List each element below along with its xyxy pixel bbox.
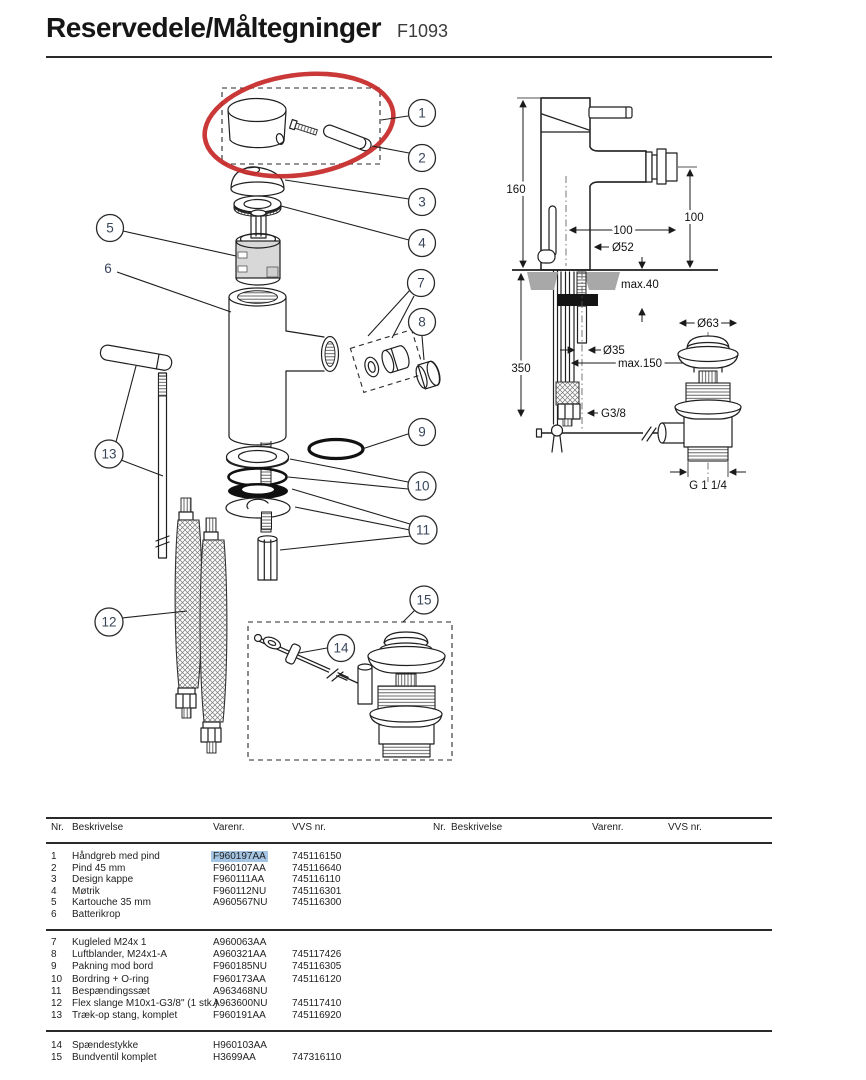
table-row: 5 Kartouche 35 mm A960567NU 745116300 [51, 897, 342, 908]
part-flex-hoses [175, 498, 227, 753]
svg-text:15: 15 [416, 592, 432, 608]
col-header-varenr: Varenr. [213, 822, 245, 833]
svg-text:Ø52: Ø52 [612, 242, 634, 254]
dimensions [506, 98, 703, 420]
callout-8 [409, 309, 436, 336]
callout-5 [97, 215, 124, 242]
col-header-beskrivelse: Beskrivelse [72, 822, 124, 833]
table-row: 12 Flex slange M10x1-G3/8" (1 stk.) A963600NU 745117410 [51, 998, 342, 1009]
exploded-view [95, 62, 452, 760]
table-rule-top [46, 817, 772, 819]
svg-text:Ø63: Ø63 [697, 318, 719, 330]
part-o-ring [309, 440, 363, 459]
table-rule-header [46, 842, 772, 844]
col-header-vvs: VVS nr. [292, 822, 326, 833]
callout-9 [409, 419, 436, 446]
table-row: 11 Bespændingssæt A963468NU [51, 986, 268, 997]
svg-text:14: 14 [333, 640, 349, 656]
table-row: 14 Spændestykke H960103AA [51, 1040, 267, 1051]
table-row: 1 Håndgreb med pind F960197AA 745116150 [51, 851, 342, 862]
callout-6 [104, 261, 112, 276]
page-title: Reservedele/Måltegninger [46, 12, 382, 43]
callout-4 [409, 230, 436, 257]
table-header [46, 822, 772, 834]
part-drain-assembly [358, 632, 445, 757]
table-row: 13 Træk-op stang, komplet F960191AA 745116920 [51, 1010, 342, 1021]
svg-text:1: 1 [418, 105, 426, 121]
svg-text:100: 100 [684, 212, 704, 224]
col-header-vvs-2: VVS nr. [668, 822, 702, 833]
table-rule-section [46, 929, 772, 931]
svg-text:100: 100 [613, 225, 633, 237]
svg-text:6: 6 [104, 261, 112, 276]
callout-2 [409, 145, 436, 172]
callout-1 [409, 100, 436, 127]
svg-text:11: 11 [415, 522, 431, 538]
svg-text:5: 5 [106, 220, 114, 236]
part-aerator-cap [414, 360, 443, 390]
svg-text:350: 350 [511, 363, 531, 375]
svg-text:9: 9 [418, 424, 426, 440]
col-header-varenr-2: Varenr. [592, 822, 624, 833]
callout-11 [409, 516, 437, 544]
part-handle-knob [228, 99, 286, 148]
col-header-nr-2: Nr. [433, 822, 446, 833]
svg-text:4: 4 [418, 235, 426, 251]
svg-text:max.40: max.40 [621, 279, 659, 291]
part-pin [322, 123, 373, 152]
col-header-beskrivelse-2: Beskrivelse [451, 822, 503, 833]
part-cartridge [236, 210, 280, 285]
callout-13 [95, 440, 123, 468]
svg-text:160: 160 [506, 184, 526, 196]
svg-text:2: 2 [418, 150, 426, 166]
callout-7 [408, 270, 435, 297]
callout-3 [409, 189, 436, 216]
part-screw [290, 120, 318, 137]
part-aerator-internals [350, 330, 425, 393]
table-row: 6 Batterikrop [51, 909, 121, 920]
part-body [229, 288, 339, 445]
callout-15 [410, 586, 438, 614]
mounting-washer [557, 294, 598, 306]
table-row: 4 Møtrik F960112NU 745116301 [51, 886, 342, 897]
table-row: 9 Pakning mod bord F960185NU 745116305 [51, 961, 342, 972]
svg-text:Ø35: Ø35 [603, 345, 625, 357]
table-row: 7 Kugleled M24x 1 A960063AA [51, 937, 267, 948]
svg-text:8: 8 [418, 314, 426, 330]
callout-12 [95, 608, 123, 636]
svg-text:10: 10 [414, 478, 430, 494]
table-row: 3 Design kappe F960111AA 745116110 [51, 874, 341, 885]
callout-14 [328, 635, 355, 662]
svg-text:12: 12 [101, 614, 117, 630]
svg-text:7: 7 [417, 275, 425, 291]
svg-text:max.150: max.150 [617, 358, 663, 370]
table-rule-section [46, 1030, 772, 1032]
countertop-left [527, 272, 558, 290]
highlighted-part-number: F960197AA [213, 851, 266, 862]
table-row: 2 Pind 45 mm F960107AA 745116640 [51, 863, 342, 874]
svg-text:13: 13 [101, 446, 117, 462]
part-clamping-set [226, 498, 290, 580]
model-code: F1093 [397, 21, 449, 41]
countertop-right [584, 272, 620, 290]
table-row: 15 Bundventil komplet H3699AA 747316110 [51, 1052, 342, 1063]
table-row: 10 Bordring + O-ring F960173AA 745116120 [51, 974, 342, 985]
dimension-drawing-drain [658, 318, 746, 492]
table-row: 8 Luftblander, M24x1-A A960321AA 745117426 [51, 949, 342, 960]
svg-text:3: 3 [418, 194, 426, 210]
svg-text:G3/8: G3/8 [601, 408, 626, 420]
col-header-nr: Nr. [51, 822, 64, 833]
callout-10 [408, 472, 436, 500]
svg-text:G 1 1/4: G 1 1/4 [689, 480, 727, 492]
part-deck-rings [227, 447, 289, 500]
